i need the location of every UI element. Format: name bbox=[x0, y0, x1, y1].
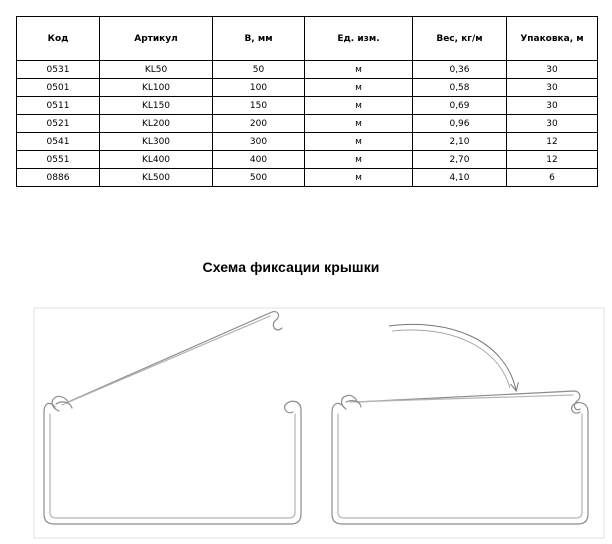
table-header-row bbox=[17, 17, 598, 61]
cell-weight: 0,69 bbox=[413, 97, 507, 115]
table-row bbox=[17, 61, 598, 79]
tray-lid-closed-edge bbox=[350, 395, 573, 402]
cell-unit: м bbox=[305, 115, 413, 133]
tray-body-right bbox=[332, 403, 588, 524]
cell-package: 6 bbox=[507, 169, 598, 187]
table-row bbox=[17, 79, 598, 97]
cell-unit: м bbox=[305, 97, 413, 115]
cell-height: 400 bbox=[213, 151, 305, 169]
cell-package: 12 bbox=[507, 133, 598, 151]
cell-unit: м bbox=[305, 61, 413, 79]
cell-article: KL100 bbox=[100, 79, 213, 97]
cell-article: KL150 bbox=[100, 97, 213, 115]
cell-code: 0886 bbox=[17, 169, 100, 187]
table-row bbox=[17, 115, 598, 133]
tray-lid-closed bbox=[342, 391, 581, 410]
tray-body-right-inner bbox=[338, 414, 582, 518]
tray-body-left-inner bbox=[50, 414, 295, 518]
cell-code: 0521 bbox=[17, 115, 100, 133]
cell-weight: 2,70 bbox=[413, 151, 507, 169]
cell-height: 200 bbox=[213, 115, 305, 133]
cell-article: KL50 bbox=[100, 61, 213, 79]
cell-weight: 0,36 bbox=[413, 61, 507, 79]
cell-unit: м bbox=[305, 79, 413, 97]
table-row bbox=[17, 151, 598, 169]
diagram-frame bbox=[34, 308, 604, 538]
cell-article: KL500 bbox=[100, 169, 213, 187]
cell-weight: 0,58 bbox=[413, 79, 507, 97]
cell-code: 0511 bbox=[17, 97, 100, 115]
closing-arrow-icon bbox=[389, 324, 516, 390]
col-header-code: Код bbox=[17, 17, 100, 61]
col-header-unit: Ед. изм. bbox=[305, 17, 413, 61]
cell-height: 100 bbox=[213, 79, 305, 97]
cell-code: 0531 bbox=[17, 61, 100, 79]
cell-height: 500 bbox=[213, 169, 305, 187]
tray-body-left bbox=[44, 401, 301, 524]
cell-article: KL200 bbox=[100, 115, 213, 133]
col-header-article: Артикул bbox=[100, 17, 213, 61]
cell-weight: 4,10 bbox=[413, 169, 507, 187]
cell-height: 150 bbox=[213, 97, 305, 115]
cell-article: KL300 bbox=[100, 133, 213, 151]
tray-lid-open bbox=[52, 312, 282, 411]
cell-package: 30 bbox=[507, 79, 598, 97]
cell-code: 0541 bbox=[17, 133, 100, 151]
cell-unit: м bbox=[305, 169, 413, 187]
closing-arrow-trail bbox=[392, 330, 510, 388]
tray-hook-left bbox=[56, 402, 72, 408]
cell-weight: 2,10 bbox=[413, 133, 507, 151]
lid-fixation-diagram bbox=[0, 296, 612, 544]
spec-table bbox=[16, 16, 598, 187]
cell-package: 30 bbox=[507, 61, 598, 79]
cell-height: 50 bbox=[213, 61, 305, 79]
tray-lid-open-edge bbox=[62, 316, 270, 405]
cell-code: 0501 bbox=[17, 79, 100, 97]
cell-package: 30 bbox=[507, 97, 598, 115]
cell-unit: м bbox=[305, 133, 413, 151]
diagram-title: Схема фиксации крышки bbox=[202, 259, 380, 275]
cell-weight: 0,96 bbox=[413, 115, 507, 133]
cell-article: KL400 bbox=[100, 151, 213, 169]
cell-unit: м bbox=[305, 151, 413, 169]
cell-package: 30 bbox=[507, 115, 598, 133]
col-header-weight: Вес, кг/м bbox=[413, 17, 507, 61]
table-row bbox=[17, 133, 598, 151]
table-row bbox=[17, 97, 598, 115]
table-row bbox=[17, 169, 598, 187]
cell-code: 0551 bbox=[17, 151, 100, 169]
cell-package: 12 bbox=[507, 151, 598, 169]
col-header-package: Упаковка, м bbox=[507, 17, 598, 61]
cell-height: 300 bbox=[213, 133, 305, 151]
col-header-height: В, мм bbox=[213, 17, 305, 61]
